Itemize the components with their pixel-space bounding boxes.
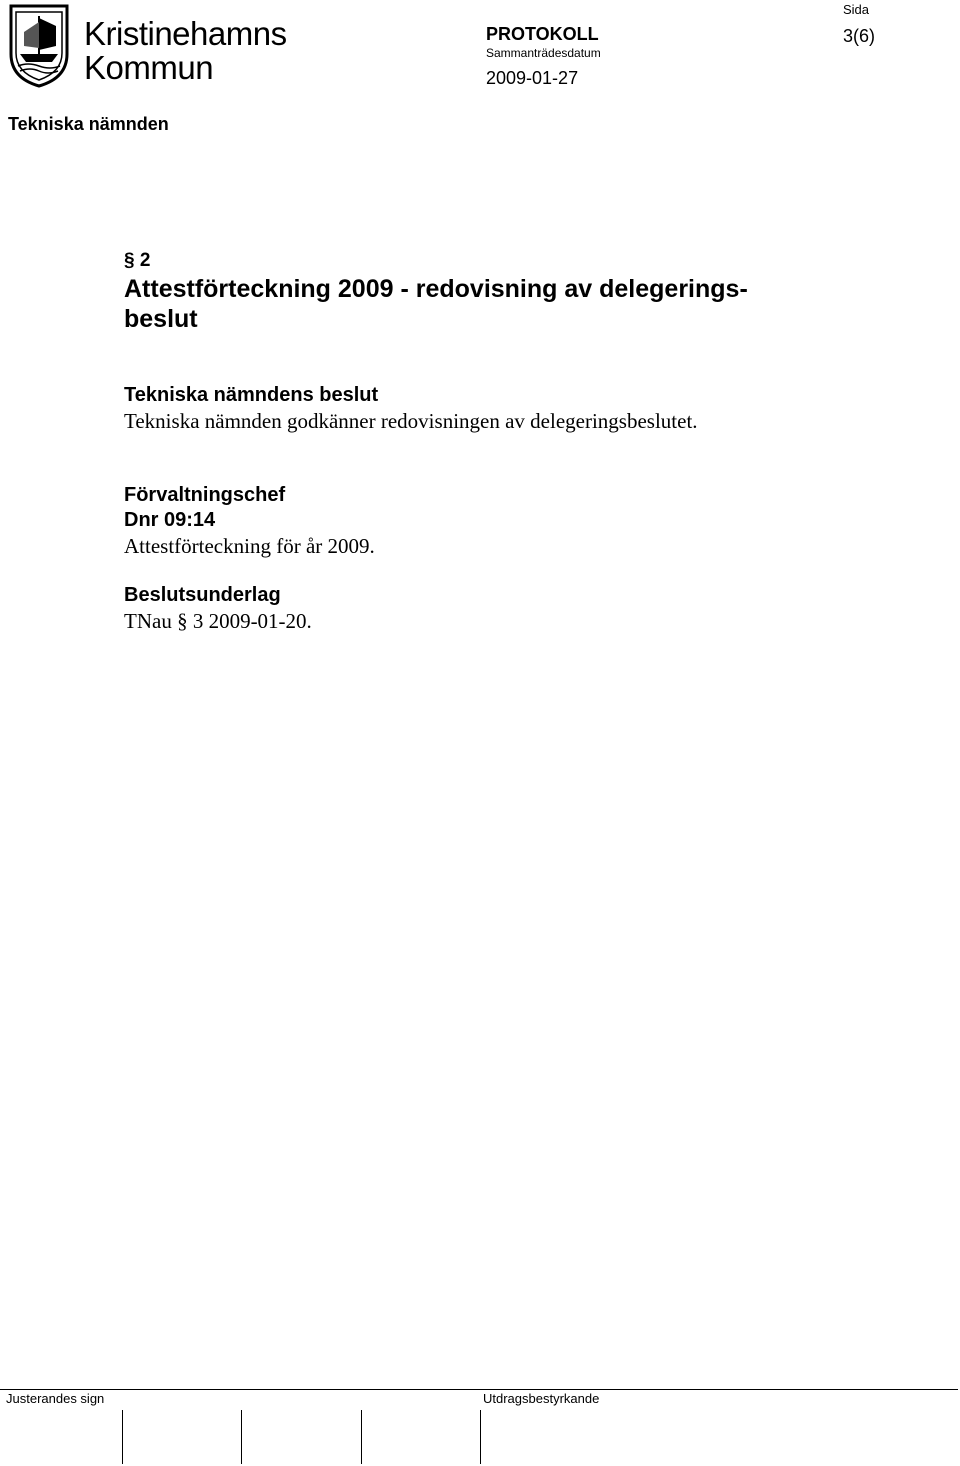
organization-name: Tekniska nämnden bbox=[8, 114, 169, 134]
signature-box-divider bbox=[480, 1410, 481, 1464]
signature-box-divider bbox=[122, 1410, 123, 1464]
certification-label: Utdragsbestyrkande bbox=[483, 1391, 600, 1406]
manager-text: Attestförteckning för år 2009. bbox=[124, 534, 375, 558]
ship-crest-icon bbox=[8, 2, 70, 88]
decision-heading: Tekniska nämndens beslut bbox=[124, 384, 379, 406]
section-title-line1: Attestförteckning 2009 - redovisning av delegerings- bbox=[124, 275, 748, 303]
signature-box-divider bbox=[361, 1410, 362, 1464]
municipality-logo bbox=[8, 2, 287, 88]
case-number: Dnr 09:14 bbox=[124, 509, 216, 531]
meeting-date-label: Sammanträdesdatum bbox=[486, 46, 601, 60]
document-type: PROTOKOLL bbox=[486, 24, 599, 44]
meeting-date: 2009-01-27 bbox=[486, 68, 579, 88]
section-title-line2: beslut bbox=[124, 305, 198, 333]
logo-text-line1: Kristinehamns bbox=[84, 15, 287, 52]
footer-divider bbox=[0, 1389, 958, 1390]
paragraph-number: § 2 bbox=[124, 250, 151, 271]
page-number: 3(6) bbox=[843, 26, 876, 46]
logo-text-line2: Kommun bbox=[84, 49, 214, 86]
decision-text: Tekniska nämnden godkänner redovisningen av delegeringsbeslutet. bbox=[124, 409, 698, 433]
adjuster-sign-label: Justerandes sign bbox=[6, 1391, 105, 1406]
basis-text: TNau § 3 2009-01-20. bbox=[124, 609, 312, 633]
signature-box-divider bbox=[241, 1410, 242, 1464]
page-label: Sida bbox=[843, 2, 870, 17]
manager-heading: Förvaltningschef bbox=[124, 484, 286, 506]
basis-heading: Beslutsunderlag bbox=[124, 584, 281, 606]
